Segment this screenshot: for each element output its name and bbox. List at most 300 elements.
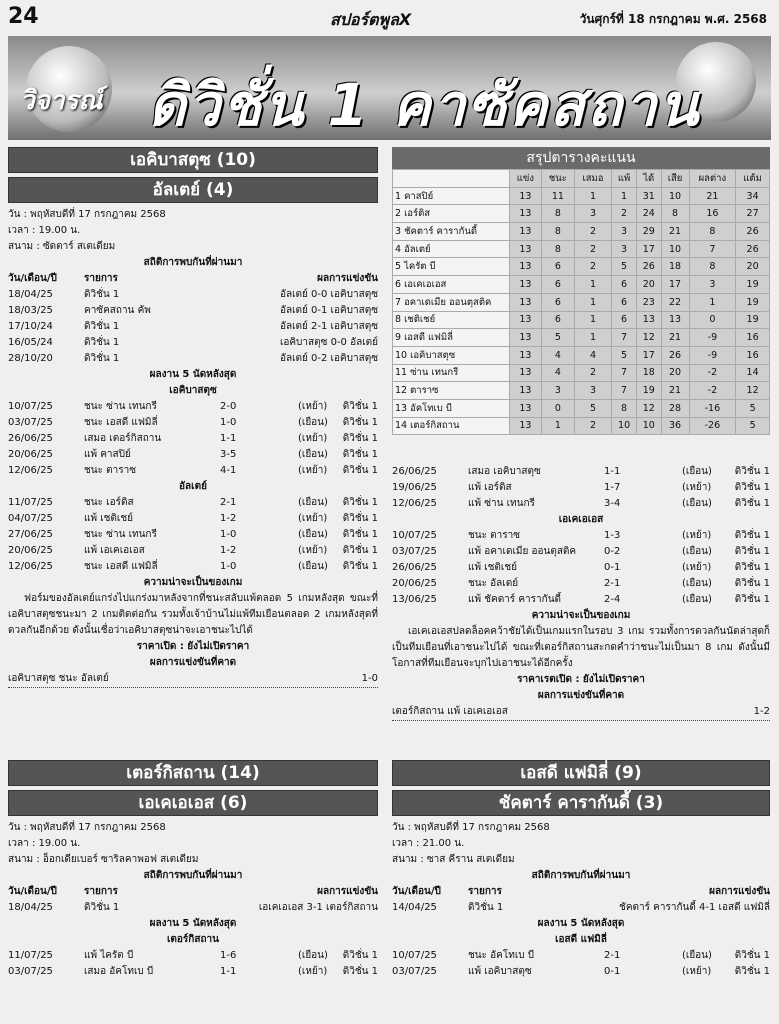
form-competition: ดิวิชั่น 1 (734, 562, 770, 573)
stat-cell: 26 (736, 223, 770, 241)
team-b-form-title: เอเคเอเอส (558, 514, 604, 525)
stat-cell: 8 (689, 258, 736, 276)
team-name: 4 อัลเตย์ (393, 240, 510, 258)
stat-cell: 19 (637, 382, 661, 400)
team-a-form-title: เอสดี แฟมิลี่ (555, 934, 607, 945)
stat-cell: 7 (689, 240, 736, 258)
page-number: 24 (8, 4, 39, 29)
stat-cell: 13 (510, 311, 542, 329)
form-score: 1-3 (604, 530, 621, 541)
form-competition: ดิวิชั่น 1 (342, 465, 378, 476)
team-name: 12 ตาราซ (393, 382, 510, 400)
stat-cell: 13 (510, 205, 542, 223)
match-venue: สนาม : ซาส คีราน สเตเดียม (392, 854, 515, 865)
match-time: เวลา : 21.00 น. (392, 838, 465, 849)
stat-cell: 1 (574, 276, 611, 294)
form-score: 3-5 (220, 449, 237, 460)
form-score: 1-1 (220, 433, 237, 444)
stat-cell: 13 (510, 223, 542, 241)
form-date: 04/07/25 (8, 513, 53, 524)
standings-row (393, 382, 770, 400)
prediction-title: ผลการแข่งขันที่คาด (149, 657, 237, 668)
stat-cell: 19 (736, 311, 770, 329)
form-score: 2-0 (220, 401, 237, 412)
team-b-form-list (392, 528, 770, 608)
h2h-comp-head: รายการ (84, 886, 118, 897)
stat-cell: 10 (637, 417, 661, 435)
team-name: 8 เชติเชย์ (393, 311, 510, 329)
h2h-result: อัลเตย์ 0-0 เอคิบาสตุซ (279, 289, 378, 300)
h2h-competition: คาซัคสถาน คัพ (84, 305, 151, 316)
form-venue: (เยือน) (298, 561, 328, 572)
stat-cell: 4 (541, 364, 574, 382)
form-opponent: แพ้ เอร์ติส (468, 482, 512, 493)
h2h-competition: ดิวิชั่น 1 (84, 321, 120, 332)
h2h-title: สถิติการพบกันที่ผ่านมา (143, 870, 243, 881)
h2h-header (392, 884, 770, 900)
odds-text: ราคาเปิด : ยังไม่เปิดราคา (136, 641, 250, 652)
team-b-form-title: อัลเตย์ (179, 481, 207, 492)
standings-row (393, 258, 770, 276)
team-name: 7 อคาเดเมีย ออนตุสติค (393, 293, 510, 311)
h2h-date: 18/04/25 (8, 289, 53, 300)
form-competition: ดิวิชั่น 1 (734, 482, 770, 493)
stat-cell: 13 (510, 258, 542, 276)
stat-cell: 26 (736, 240, 770, 258)
stat-cell: 13 (510, 240, 542, 258)
form-venue: (เหย้า) (682, 482, 712, 493)
stat-cell: 3 (689, 276, 736, 294)
form-date: 10/07/25 (392, 950, 437, 961)
form-score: 0-1 (604, 562, 621, 573)
form-venue: (เหย้า) (682, 562, 712, 573)
stat-cell: 5 (736, 417, 770, 435)
form-opponent: ชนะ ซ่าน เทนกรี (84, 401, 157, 412)
stat-cell: 13 (510, 346, 542, 364)
team-name: 1 คาสปิย์ (393, 187, 510, 205)
form-row (8, 559, 378, 575)
stat-cell: 1 (574, 187, 611, 205)
form-venue: (เยือน) (682, 578, 712, 589)
form-venue: (เยือน) (682, 950, 712, 961)
form-date: 03/07/25 (392, 966, 437, 977)
form-venue: (เยือน) (682, 546, 712, 557)
match-turkistan-akas (8, 760, 378, 980)
stat-cell: 2 (574, 258, 611, 276)
form-venue: (เหย้า) (682, 966, 712, 977)
stat-cell: 1 (574, 293, 611, 311)
stat-cell: 18 (637, 364, 661, 382)
prediction-title: ผลการแข่งขันที่คาด (537, 690, 625, 701)
stat-cell: 8 (541, 240, 574, 258)
stat-cell: 7 (612, 382, 637, 400)
stat-cell: 13 (510, 417, 542, 435)
page-header (0, 0, 779, 36)
h2h-date: 16/05/24 (8, 337, 53, 348)
form-row (392, 464, 770, 480)
team-a-form-list (8, 948, 378, 980)
analysis-text: ฟอร์มของอัลเตย์แกร่งไปแกร่งมาหลังจากที่ชนะสลับแพ้ตลอด 5 เกมหลังสุด ขณะที่เอคิบาสตุซชนะมา 2 เกมติดต่อกัน รวมทั้งเจ้าบ้านไม่แพ้ทีมเยือนตลอด 2 เกมหลังสุดที่ดวลกันอีกด้วย ดังนั้นเชื่อว่าเอคิบาสตุซน่าจะเอาชนะไปได้ (8, 593, 378, 636)
form-date: 03/07/25 (392, 546, 437, 557)
standings-row (393, 240, 770, 258)
form-title: ผลงาน 5 นัดหลังสุด (149, 918, 237, 929)
stat-cell: -16 (689, 399, 736, 417)
form-score: 0-1 (604, 966, 621, 977)
form-score: 1-1 (220, 966, 237, 977)
stat-cell: 20 (661, 364, 689, 382)
stat-cell: 31 (637, 187, 661, 205)
team-name: 13 อัคโทเบ บี (393, 399, 510, 417)
form-opponent: แพ้ ซ่าน เทนกรี (468, 498, 535, 509)
h2h-list (8, 287, 378, 367)
form-row (392, 496, 770, 512)
home-team-header: เอคิบาสตุซ (10) (8, 147, 378, 173)
stat-cell: 2 (574, 364, 611, 382)
form-venue: (เหย้า) (298, 401, 328, 412)
h2h-row (392, 900, 770, 916)
form-opponent: ชนะ เอสดี แฟมิลี่ (84, 417, 158, 428)
form-date: 10/07/25 (8, 401, 53, 412)
form-score: 1-2 (220, 513, 237, 524)
standings-row (393, 417, 770, 435)
form-venue: (เยือน) (298, 950, 328, 961)
form-venue: (เยือน) (298, 529, 328, 540)
form-competition: ดิวิชั่น 1 (342, 529, 378, 540)
form-competition: ดิวิชั่น 1 (734, 966, 770, 977)
stat-cell: 20 (637, 276, 661, 294)
stat-cell: 3 (574, 382, 611, 400)
stat-cell: 21 (689, 187, 736, 205)
form-opponent: ชนะ เอร์ติส (84, 497, 134, 508)
stat-cell: 17 (661, 276, 689, 294)
stat-cell: 5 (612, 258, 637, 276)
match-turkistan-akas-form (392, 464, 770, 721)
form-row (8, 495, 378, 511)
form-competition: ดิวิชั่น 1 (734, 466, 770, 477)
stat-cell: 4 (541, 346, 574, 364)
team-a-form-title: เอคิบาสตุซ (169, 385, 217, 396)
stat-cell: 16 (689, 205, 736, 223)
h2h-list (8, 900, 378, 916)
standings-header-row (393, 170, 770, 188)
form-opponent: เสมอ อัคโทเบ บี (84, 966, 154, 977)
stat-cell: -9 (689, 329, 736, 347)
form-opponent: ชนะ ตาราซ (84, 465, 137, 476)
form-opponent: แพ้ ไครัต บี (84, 950, 134, 961)
h2h-result: อัลเตย์ 2-1 เอคิบาสตุซ (279, 321, 378, 332)
h2h-result: อัลเตย์ 0-1 เอคิบาสตุซ (279, 305, 378, 316)
match-day: วัน : พฤหัสบดีที่ 17 กรกฎาคม 2568 (392, 822, 550, 833)
stat-cell: 13 (510, 399, 542, 417)
h2h-date: 18/04/25 (8, 902, 53, 913)
stat-cell: 7 (612, 329, 637, 347)
form-row (8, 431, 378, 447)
team-name: 9 เอสดี แฟมิลี่ (393, 329, 510, 347)
h2h-competition: ดิวิชั่น 1 (84, 902, 120, 913)
header-team-cell (393, 170, 510, 188)
team-a-form-title: เตอร์กิสถาน (167, 934, 219, 945)
prediction-line (8, 671, 378, 688)
form-competition: ดิวิชั่น 1 (734, 594, 770, 605)
form-title: ผลงาน 5 นัดหลังสุด (537, 918, 625, 929)
standings-row (393, 346, 770, 364)
stat-cell: 13 (510, 382, 542, 400)
form-date: 03/07/25 (8, 966, 53, 977)
form-opponent: แพ้ คาสปิย์ (84, 449, 131, 460)
h2h-row (8, 335, 378, 351)
h2h-date: 14/04/25 (392, 902, 437, 913)
stat-cell: 12 (736, 382, 770, 400)
form-opponent: แพ้ เอคิบาสตุซ (468, 966, 532, 977)
stat-cell: 0 (541, 399, 574, 417)
h2h-comp-head: รายการ (468, 886, 502, 897)
standings-row (393, 276, 770, 294)
h2h-competition: ดิวิชั่น 1 (84, 337, 120, 348)
stat-cell: -26 (689, 417, 736, 435)
form-score: 1-0 (220, 417, 237, 428)
stat-cell: 7 (612, 364, 637, 382)
match-time: เวลา : 19.00 น. (8, 225, 81, 236)
form-score: 2-1 (220, 497, 237, 508)
stat-cell: 1 (541, 417, 574, 435)
stat-cell: -2 (689, 382, 736, 400)
h2h-list (392, 900, 770, 916)
standings-grid (392, 169, 770, 435)
prediction-text: เอคิบาสตุซ ชนะ อัลเตย์ (8, 673, 109, 684)
stat-cell: 12 (637, 329, 661, 347)
stat-cell: 10 (612, 417, 637, 435)
stat-cell: 1 (574, 311, 611, 329)
brand-logo: สปอร์ตพูลX (330, 10, 412, 29)
form-competition: ดิวิชั่น 1 (342, 401, 378, 412)
title-banner (8, 36, 771, 140)
h2h-result-head: ผลการแข่งขัน (317, 273, 378, 284)
form-row (8, 511, 378, 527)
form-competition: ดิวิชั่น 1 (734, 950, 770, 961)
stat-cell: 19 (736, 293, 770, 311)
form-opponent: แพ้ เชติเชย์ (84, 513, 133, 524)
form-score: 1-7 (604, 482, 621, 493)
home-team-header: เอสดี แฟมิลี่ (9) (392, 760, 770, 786)
form-competition: ดิวิชั่น 1 (342, 950, 378, 961)
form-date: 03/07/25 (8, 417, 53, 428)
team-a-form-list (392, 948, 770, 980)
form-competition: ดิวิชั่น 1 (342, 966, 378, 977)
form-date: 19/06/25 (392, 482, 437, 493)
form-row (392, 948, 770, 964)
stat-cell: 24 (637, 205, 661, 223)
stat-cell: 17 (637, 240, 661, 258)
form-venue: (เหย้า) (298, 513, 328, 524)
stat-cell: 12 (637, 399, 661, 417)
stat-cell: 3 (612, 240, 637, 258)
match-time: เวลา : 19.00 น. (8, 838, 81, 849)
form-score: 1-0 (220, 561, 237, 572)
odds-text: ราคาเรตเปิด : ยังไม่เปิดราคา (517, 674, 645, 685)
standings-row (393, 399, 770, 417)
form-row (8, 964, 378, 980)
form-competition: ดิวิชั่น 1 (342, 433, 378, 444)
stat-cell: 6 (541, 276, 574, 294)
stat-cell: 2 (574, 417, 611, 435)
standings-table (392, 147, 770, 435)
stat-cell: 13 (510, 276, 542, 294)
stat-cell: 8 (612, 399, 637, 417)
h2h-date-head: วัน/เดือน/ปี (392, 886, 441, 897)
stat-cell: 17 (637, 346, 661, 364)
h2h-competition: ดิวิชั่น 1 (468, 902, 504, 913)
stat-cell: 22 (661, 293, 689, 311)
stat-cell: 18 (661, 258, 689, 276)
prediction-line (392, 704, 770, 721)
form-score: 2-4 (604, 594, 621, 605)
header-cell: เสมอ (574, 170, 611, 188)
stat-cell: 2 (612, 205, 637, 223)
h2h-row (8, 351, 378, 367)
stat-cell: 10 (661, 187, 689, 205)
form-competition: ดิวิชั่น 1 (342, 561, 378, 572)
form-date: 10/07/25 (392, 530, 437, 541)
stat-cell: 5 (541, 329, 574, 347)
stat-cell: 13 (510, 187, 542, 205)
form-date: 20/06/25 (392, 578, 437, 589)
form-venue: (เหย้า) (682, 530, 712, 541)
stat-cell: 34 (736, 187, 770, 205)
header-cell: แข่ง (510, 170, 542, 188)
h2h-result: เอคิบาสตุซ 0-0 อัลเตย์ (279, 337, 378, 348)
h2h-comp-head: รายการ (84, 273, 118, 284)
team-name: 10 เอคิบาสตุซ (393, 346, 510, 364)
stat-cell: 6 (541, 311, 574, 329)
stat-cell: 1 (612, 187, 637, 205)
form-competition: ดิวิชั่น 1 (734, 530, 770, 541)
form-date: 11/07/25 (8, 950, 53, 961)
h2h-header (8, 271, 378, 287)
h2h-competition: ดิวิชั่น 1 (84, 289, 120, 300)
stat-cell: 5 (612, 346, 637, 364)
team-name: 2 เอร์ติส (393, 205, 510, 223)
h2h-row (8, 900, 378, 916)
stat-cell: 5 (736, 399, 770, 417)
match-day: วัน : พฤหัสบดีที่ 17 กรกฎาคม 2568 (8, 209, 166, 220)
stat-cell: 13 (637, 311, 661, 329)
header-cell: ผลต่าง (689, 170, 736, 188)
h2h-result: เอเคเอเอส 3-1 เตอร์กิสถาน (258, 902, 378, 913)
form-row (392, 480, 770, 496)
form-opponent: ชนะ อัคโทเบ บี (468, 950, 535, 961)
stat-cell: 1 (574, 329, 611, 347)
form-competition: ดิวิชั่น 1 (342, 497, 378, 508)
form-venue: (เยือน) (682, 466, 712, 477)
match-venue: สนาม : ซัดตาร์ สเตเดียม (8, 241, 116, 252)
home-team-header: เตอร์กิสถาน (14) (8, 760, 378, 786)
stat-cell: 3 (612, 223, 637, 241)
team-name: 11 ซ่าน เทนกรี (393, 364, 510, 382)
team-name: 6 เอเคเอเอส (393, 276, 510, 294)
team-b-form-list (8, 495, 378, 575)
stat-cell: 6 (612, 311, 637, 329)
form-competition: ดิวิชั่น 1 (342, 417, 378, 428)
standings-row (393, 364, 770, 382)
form-venue: (เยือน) (682, 594, 712, 605)
stat-cell: -2 (689, 364, 736, 382)
stat-cell: 23 (637, 293, 661, 311)
form-competition: ดิวิชั่น 1 (342, 449, 378, 460)
h2h-date-head: วัน/เดือน/ปี (8, 273, 57, 284)
form-row (392, 528, 770, 544)
stat-cell: 20 (736, 258, 770, 276)
stat-cell: 19 (736, 276, 770, 294)
form-date: 12/06/25 (392, 498, 437, 509)
form-venue: (เยือน) (298, 497, 328, 508)
match-venue: สนาม : อ็อกเดียเบอร์ ซาริลคาพอฟ สเตเดียม (8, 854, 199, 865)
stat-cell: 8 (661, 205, 689, 223)
h2h-result: ชัคตาร์ คารากันดี้ 4-1 เอสดี แฟมิลี่ (619, 902, 770, 913)
stat-cell: 13 (510, 364, 542, 382)
h2h-title: สถิติการพบกันที่ผ่านมา (143, 257, 243, 268)
form-row (8, 415, 378, 431)
form-date: 26/06/25 (8, 433, 53, 444)
form-opponent: แพ้ อคาเดเมีย ออนตุสติค (468, 546, 577, 557)
form-date: 26/06/25 (392, 466, 437, 477)
analysis-title: ความน่าจะเป็นของเกม (531, 610, 631, 621)
stat-cell: 11 (541, 187, 574, 205)
form-date: 20/06/25 (8, 545, 53, 556)
match-day: วัน : พฤหัสบดีที่ 17 กรกฎาคม 2568 (8, 822, 166, 833)
standings-row (393, 293, 770, 311)
stat-cell: 26 (637, 258, 661, 276)
form-row (8, 463, 378, 479)
form-opponent: เสมอ เอคิบาสตุซ (468, 466, 541, 477)
stat-cell: 1 (689, 293, 736, 311)
form-opponent: ชนะ อัลเตย์ (468, 578, 519, 589)
form-row (392, 576, 770, 592)
stat-cell: 5 (574, 399, 611, 417)
h2h-result: อัลเตย์ 0-2 เอคิบาสตุซ (279, 353, 378, 364)
stat-cell: 2 (574, 223, 611, 241)
h2h-result-head: ผลการแข่งขัน (317, 886, 378, 897)
form-competition: ดิวิชั่น 1 (734, 546, 770, 557)
form-score: 1-1 (604, 466, 621, 477)
form-date: 20/06/25 (8, 449, 53, 460)
form-opponent: เสมอ เตอร์กิสถาน (84, 433, 162, 444)
stat-cell: 28 (661, 399, 689, 417)
stat-cell: 13 (661, 311, 689, 329)
form-date: 12/06/25 (8, 465, 53, 476)
form-date: 12/06/25 (8, 561, 53, 572)
stat-cell: 16 (736, 346, 770, 364)
banner-subtitle: วิจารณ์ (20, 86, 103, 116)
stat-cell: 36 (661, 417, 689, 435)
form-row (392, 544, 770, 560)
stat-cell: 8 (541, 205, 574, 223)
form-row (8, 543, 378, 559)
stat-cell: 29 (637, 223, 661, 241)
match-sdfamily-shakhtar (392, 760, 770, 980)
h2h-row (8, 303, 378, 319)
form-date: 11/07/25 (8, 497, 53, 508)
form-score: 0-2 (604, 546, 621, 557)
h2h-date: 28/10/20 (8, 353, 53, 364)
form-venue: (เหย้า) (298, 465, 328, 476)
h2h-row (8, 287, 378, 303)
form-score: 4-1 (220, 465, 237, 476)
away-team-header: เอเคเอเอส (6) (8, 790, 378, 816)
form-score: 3-4 (604, 498, 621, 509)
form-competition: ดิวิชั่น 1 (734, 498, 770, 509)
form-score: 2-1 (604, 950, 621, 961)
stat-cell: 21 (661, 223, 689, 241)
